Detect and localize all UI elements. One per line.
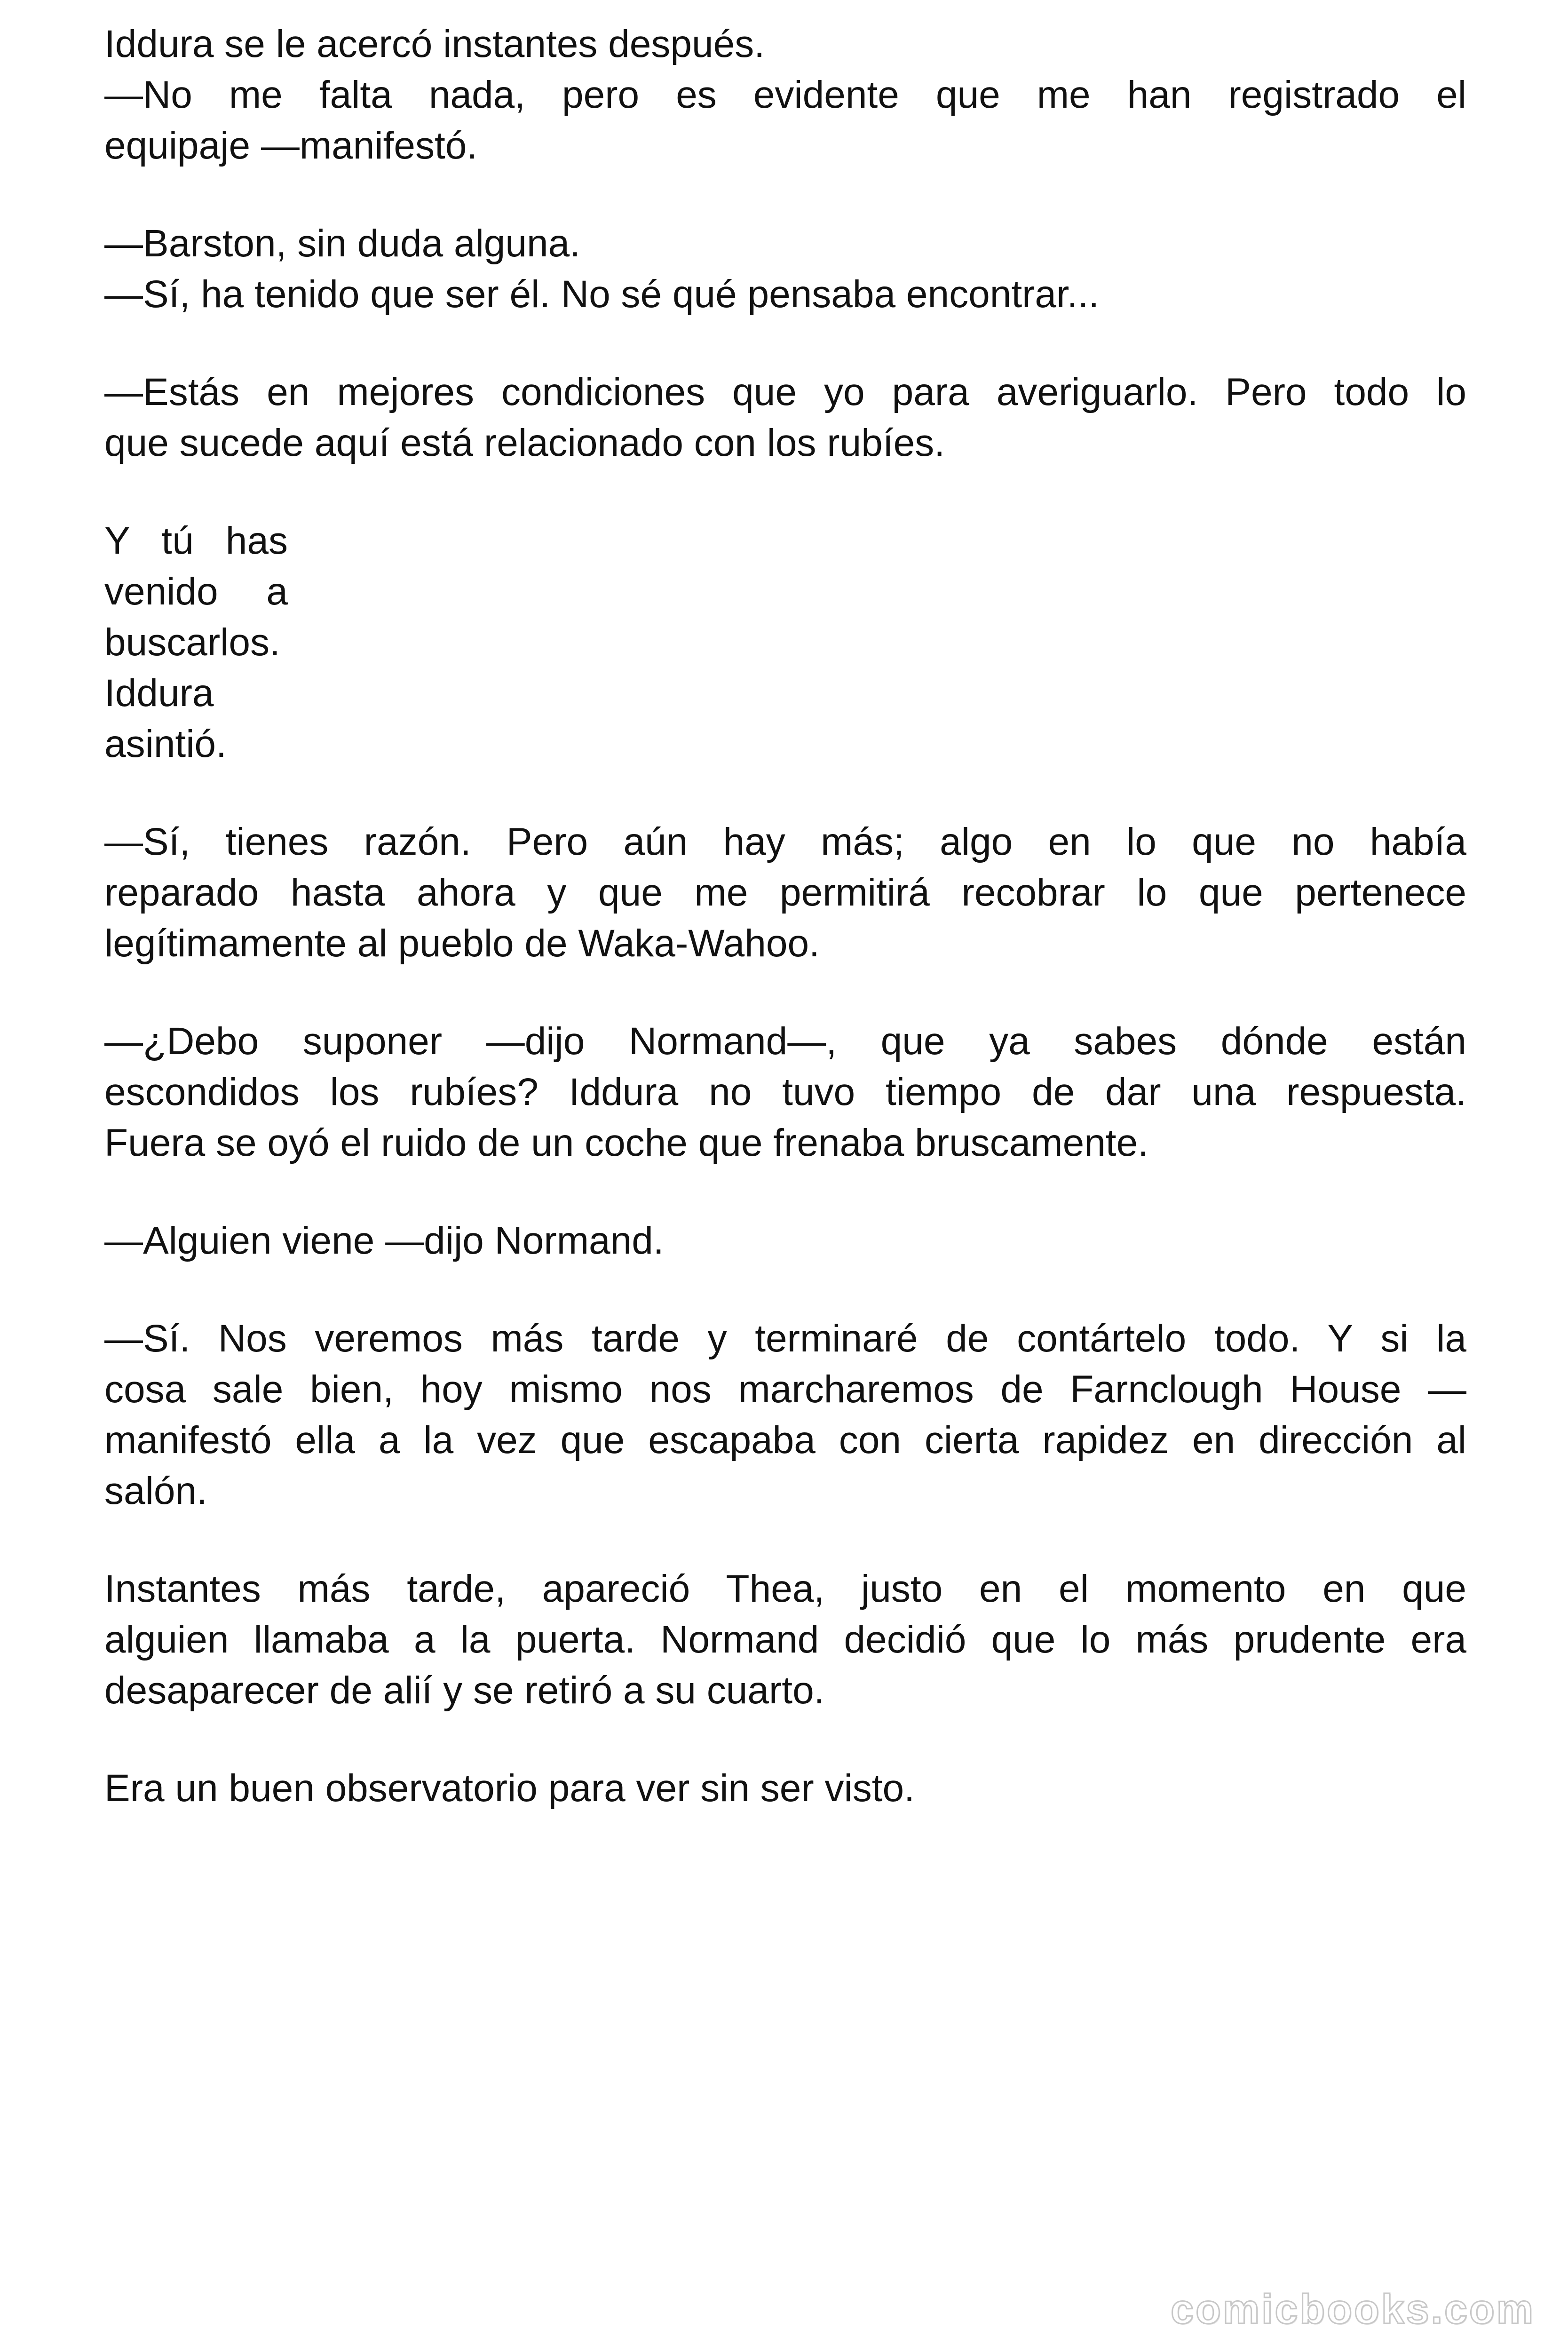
text-line: legítimamente al pueblo de Waka-Wahoo.: [104, 922, 820, 965]
paragraph-1: [104, 19, 1466, 171]
text-line: Fuera se oyó el ruido de un coche que frenaba bruscamente.: [104, 1121, 1148, 1164]
text-line: equipaje —manifestó.: [104, 124, 478, 167]
text-line: Instantes más tarde, apareció Thea, justo en el momento en que: [104, 1567, 1466, 1610]
text-line: Iddura: [104, 672, 214, 715]
paragraph-2: [104, 218, 1466, 320]
paragraph-4: [104, 516, 1466, 770]
text-line: cosa sale bien, hoy mismo nos marcharemos de Farnclough House —: [104, 1368, 1466, 1411]
text-line: alguien llamaba a la puerta. Normand decidió que lo más prudente era: [104, 1618, 1466, 1661]
paragraph-10: [104, 1763, 1466, 1814]
text-line: —Barston, sin duda alguna.: [104, 222, 580, 265]
text-line: que sucede aquí está relacionado con los rubíes.: [104, 421, 945, 464]
text-line: —¿Debo suponer —dijo Normand—, que ya sabes dónde están: [104, 1020, 1466, 1063]
paragraph-9: [104, 1564, 1466, 1716]
paragraph-6: [104, 1016, 1466, 1168]
paragraph-7: [104, 1216, 1466, 1266]
text-line: venido a: [104, 570, 288, 613]
paragraph-8: [104, 1313, 1466, 1517]
text-line: reparado hasta ahora y que me permitirá recobrar lo que pertenece: [104, 871, 1466, 914]
text-line: —Estás en mejores condiciones que yo para averiguarlo. Pero todo lo: [104, 371, 1466, 413]
text-line: —Alguien viene —dijo Normand.: [104, 1219, 664, 1262]
text-line: Y tú has: [104, 519, 288, 562]
text-line: Era un buen observatorio para ver sin ser visto.: [104, 1767, 915, 1810]
text-line: manifestó ella a la vez que escapaba con cierta rapidez en dirección al: [104, 1419, 1466, 1462]
text-line: desaparecer de alií y se retiró a su cuarto.: [104, 1669, 825, 1712]
text-line: —Sí, ha tenido que ser él. No sé qué pensaba encontrar...: [104, 273, 1100, 316]
paragraph-3: [104, 367, 1466, 469]
text-line: Iddura se le acercó instantes después.: [104, 23, 765, 65]
text-line: escondidos los rubíes? Iddura no tuvo tiempo de dar una respuesta.: [104, 1071, 1466, 1113]
text-line: salón.: [104, 1470, 207, 1512]
text-line: —No me falta nada, pero es evidente que me han registrado el: [104, 73, 1466, 116]
body-text: [104, 19, 1466, 1861]
watermark: comicbooks.com: [1171, 2286, 1535, 2332]
text-line: —Sí. Nos veremos más tarde y terminaré de contártelo todo. Y si la: [104, 1317, 1466, 1360]
text-line: —Sí, tienes razón. Pero aún hay más; algo en lo que no había: [104, 820, 1466, 863]
text-line: buscarlos.: [104, 621, 280, 664]
paragraph-5: [104, 817, 1466, 969]
text-line: asintió.: [104, 723, 227, 765]
